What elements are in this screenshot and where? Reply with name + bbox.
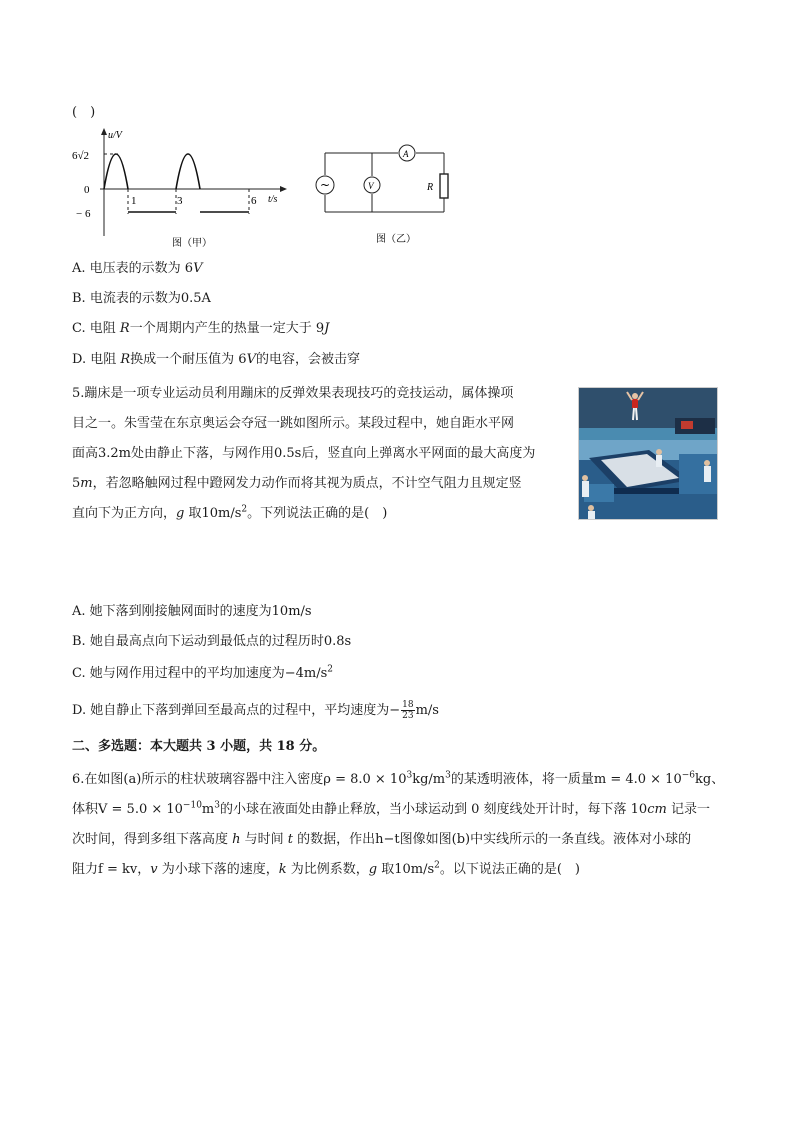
waveform-graph	[70, 126, 300, 251]
voltmeter-label: V	[368, 181, 374, 191]
prev-option-a: A. 电压表的示数为 6V	[72, 261, 203, 276]
figure-jia	[70, 126, 300, 251]
figure-jia-caption: 图（甲）	[172, 238, 212, 249]
x-axis-label: t/s	[268, 194, 278, 205]
prev-option-b: B. 电流表的示数为0.5A	[72, 291, 211, 306]
fraction: $\frac{18}{23}$	[402, 700, 414, 721]
prev-option-d: D. 电阻 R换成一个耐压值为 6V的电容，会被击穿	[72, 352, 360, 367]
y-axis-label: u/V	[108, 130, 122, 141]
answer-bracket: ( )	[72, 105, 96, 120]
resistor-icon	[440, 174, 448, 198]
y-tick-min: − 6	[76, 208, 91, 220]
q5-option-c: C. 她与网作用过程中的平均加速度为$-4m/s^2$	[72, 664, 334, 681]
source-symbol: ~	[320, 178, 331, 192]
figure-yi-caption: 图（乙）	[376, 234, 416, 245]
ammeter-label: A	[403, 149, 409, 159]
q5-option-d: D. 她自静止下落到弹回至最高点的过程中，平均速度为− $\frac{18}{23}$ m/s	[72, 700, 439, 721]
prev-option-c: C. 电阻 R一个周期内产生的热量一定大于 9J	[72, 321, 330, 336]
q5-option-b: B. 她自最高点向下运动到最低点的过程历时0.8s	[72, 634, 352, 649]
x-tick-3: 3	[177, 195, 183, 207]
y-tick-zero: 0	[84, 184, 90, 196]
resistor-label: R	[427, 182, 434, 193]
circuit-diagram	[310, 140, 460, 248]
x-tick-6: 6	[251, 195, 257, 207]
trampoline-photo	[578, 387, 718, 520]
question-6-stem: 6.在如图(a)所示的柱状玻璃容器中注入密度$\rho = 8.0 \times 10^3kg/m^3$的某透明液体，将一质量$m = 4.0 \times 10^{-6}kg$、 体积$V = 5.0 \times 10^{-10}m^3$的小球在液面处由静止释放，当小球运动到 0 刻度线处开计时，每下落 10cm 记录一 次时间，得到多组下落高度 h 与时间 t 的数据，作出h−t图像如图(b)中实线所示的一条直线。液体对小球的 阻力f = kv，v 为小球下落的速度，k 为比例系数，g 取$10m/s^2$。以下说法正确的是( )	[72, 770, 725, 877]
trampoline-scene	[579, 388, 717, 519]
y-tick-max: 6√2	[72, 150, 90, 162]
q5-option-a: A. 她下落到刚接触网面时的速度为10m/s	[72, 604, 312, 619]
section-heading: 二、多选题：本大题共 3 小题，共 18 分。	[72, 739, 326, 754]
question-5-stem: 5.蹦床是一项专业运动员利用蹦床的反弹效果表现技巧的竞技运动，属体操项 目之一。朱雪莹在东京奥运会夺冠一跳如图所示。某段过程中，她自距水平网 面高3.2m处由静止下落，与网作用0.5s后，竖直向上弹离水平网面的最大高度为 5m，若忽略触网过程中蹬网发力动作而将其视为质点，不计空气阻力且规定竖 直向下为正方向，g 取$10m/s^2$。下列说法正确的是( )	[72, 386, 536, 521]
x-tick-1: 1	[131, 195, 137, 207]
figure-yi	[310, 140, 460, 248]
